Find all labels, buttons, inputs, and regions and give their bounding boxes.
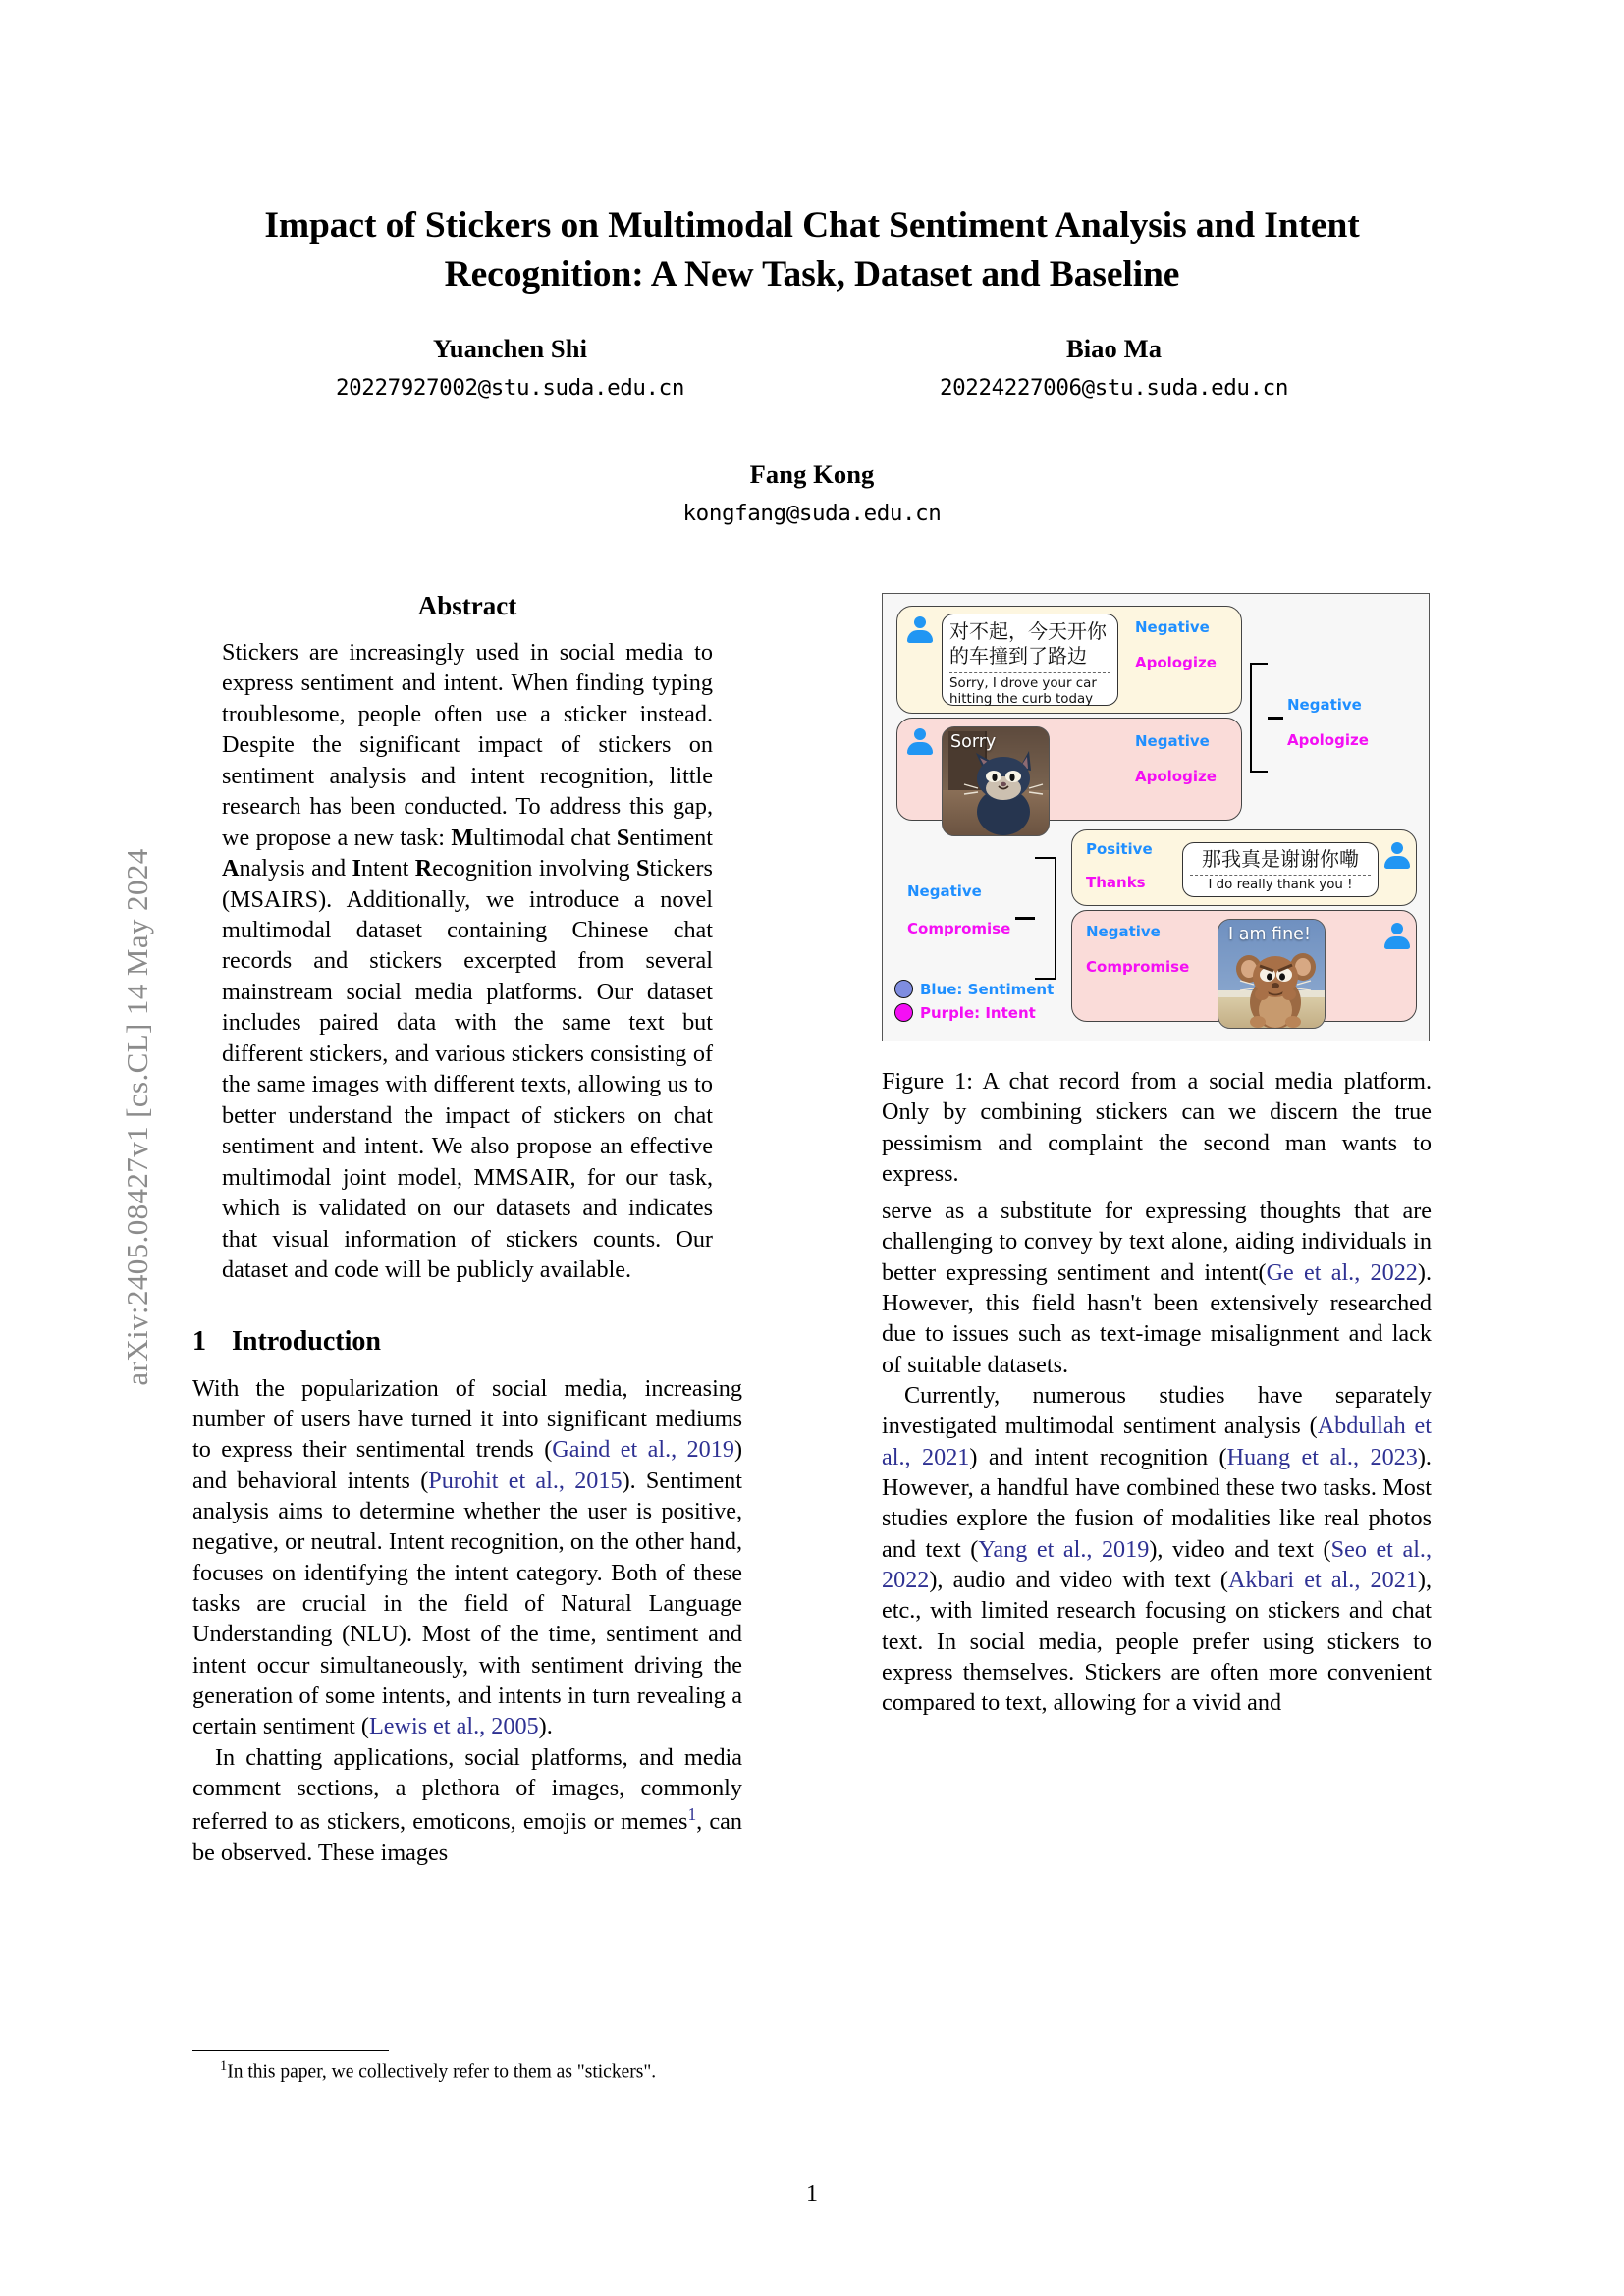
legend-dot-blue-icon [894, 980, 913, 998]
abstract-text-2: Additionally, we introduce a novel multimodal dataset containing Chinese chat records and stickers excerpted from several mainstream social media platforms. Our dataset includes paired data with the same text but different stickers, and various stickers consisting of the same images with different texts, allowing us to better understand the impact of stickers on chat sentiment and intent. We also propose an effective multimodal joint model, MMSAIR, for our task, which is validated on our datasets and indicates that visual information of stickers counts. Our dataset and code will be publicly available. [222, 885, 714, 1284]
message-text-en-line1: I do really thank you ! [1208, 877, 1353, 892]
acronym-letter-r: R [414, 855, 433, 882]
figure-legend [894, 980, 1054, 1027]
acronym-letter-i: I [352, 855, 361, 882]
citation-seo-2022[interactable]: Seo et al., 2022 [882, 1535, 1433, 1593]
abstract-task-4: ntent [360, 855, 415, 882]
intro-text: ), video and text ( [1149, 1535, 1331, 1563]
group-bracket-2 [1035, 857, 1056, 980]
avatar [1384, 842, 1410, 869]
message-text-en-line1: Sorry, I drove your car [949, 675, 1097, 691]
label-sentiment-msg4: Negative [1086, 923, 1161, 940]
avatar [907, 616, 933, 643]
author-email[interactable]: kongfang@suda.edu.cn [682, 501, 942, 526]
blue-cat-sad-sticker[interactable] [942, 726, 1050, 836]
page-number: 1 [806, 2181, 818, 2207]
author-email[interactable]: 20227927002@stu.suda.edu.cn [336, 375, 684, 400]
legend-label-intent: Purple: Intent [920, 1003, 1036, 1022]
citation-abdullah-2021[interactable]: Abdullah et al., 2021 [882, 1413, 1432, 1470]
chat-bubble-text-right [1071, 829, 1417, 906]
section-title: Introduction [232, 1326, 381, 1358]
abstract-task-2: entiment [629, 824, 713, 851]
abstract-task-5: ecognition involving [432, 855, 637, 882]
intro-paragraph-1 [192, 1373, 742, 1742]
citation-gaind-2019[interactable]: Gaind et al., 2019 [552, 1436, 734, 1464]
acronym-letter-s2: S [636, 855, 650, 882]
author-block [208, 334, 1416, 400]
abstract-body [222, 637, 713, 1286]
label-intent-msg4: Compromise [1086, 958, 1190, 976]
intro-text: serve as a substitute for expressing thoughts that are challenging to convey by text alone, aiding individuals in better expressing sentiment and intent( [882, 1198, 1432, 1286]
author-name: Biao Ma [1065, 334, 1163, 363]
footnote-marker: 1 [220, 2058, 228, 2074]
label-sentiment-msg2: Negative [1135, 732, 1210, 750]
author-2 [812, 334, 1416, 400]
sticker-caption: I am fine! [1228, 925, 1311, 944]
chat-bubble-text-left [896, 606, 1242, 714]
author-3 [208, 459, 1416, 526]
message-card-3 [1182, 842, 1379, 897]
citation-yang-2019[interactable]: Yang et al., 2019 [978, 1535, 1150, 1563]
label-sentiment-msg1: Negative [1135, 618, 1210, 636]
legend-label-sentiment: Blue: Sentiment [920, 980, 1055, 998]
citation-purohit-2015[interactable]: Purohit et al., 2015 [428, 1467, 623, 1494]
footnote-area [192, 2050, 742, 2085]
sticker-caption: Sorry [950, 732, 997, 752]
page-title [208, 201, 1416, 298]
group-label-intent-1: Apologize [1287, 731, 1369, 749]
footnote-text: In this paper, we collectively refer to them as "stickers". [227, 2061, 657, 2083]
figure-caption: Figure 1: A chat record from a social media platform. Only by combining stickers can we discern the true pessimism and complaint the second man wants to express. [882, 1068, 1432, 1188]
acronym-letter-m: M [451, 824, 474, 851]
abstract-heading: Abstract [417, 591, 517, 620]
intro-text: ) and intent recognition ( [969, 1443, 1227, 1470]
intro-text: With the popularization of social media, increasing number of users have turned it into significant mediums to express their sentimental trends ( [192, 1374, 742, 1464]
footnote-1 [192, 2057, 742, 2085]
message-text-en-line2: hitting the curb today [949, 691, 1094, 707]
intro-text: ). However, this field hasn't been extensively researched due to issues such as text-image misalignment and lack of suitable datasets. [882, 1258, 1432, 1378]
citation-akbari-2021[interactable]: Akbari et al., 2021 [1227, 1566, 1418, 1593]
avatar [1384, 923, 1410, 949]
right-paragraph-2 [882, 1380, 1432, 1719]
left-column [192, 589, 742, 1868]
group-bracket-1 [1250, 663, 1268, 773]
citation-huang-2023[interactable]: Huang et al., 2023 [1226, 1443, 1418, 1470]
legend-dot-purple-icon [894, 1003, 913, 1022]
abstract-task-3: nalysis and [239, 855, 352, 882]
message-text-zh: 对不起，今天开你的车撞到了路边 [949, 619, 1107, 667]
legend-item-sentiment [894, 980, 1054, 998]
arxiv-stamp: arXiv:2405.08427v1 [cs.CL] 14 May 2024 [120, 848, 154, 1386]
chat-bubble-sticker-right [1071, 910, 1417, 1022]
brown-mouse-angry-sticker[interactable] [1218, 919, 1326, 1029]
acronym-letter-s: S [616, 824, 630, 851]
citation-lewis-2005[interactable]: Lewis et al., 2005 [369, 1713, 539, 1740]
intro-text: ), audio and video with text ( [929, 1566, 1228, 1593]
message-divider [1190, 875, 1371, 876]
intro-text: ). However, a handful have combined these two tasks. Most studies explore the fusion of modalities like real photos and text ( [882, 1443, 1432, 1563]
title-line-1: Impact of Stickers on Multimodal Chat Sentiment Analysis and Intent [264, 205, 1360, 245]
message-card-1 [942, 614, 1118, 706]
citation-ge-2022[interactable]: Ge et al., 2022 [1266, 1258, 1418, 1286]
author-email[interactable]: 20224227006@stu.suda.edu.cn [940, 375, 1288, 400]
group-bracket-1-stem [1268, 717, 1283, 720]
intro-paragraph-2 [192, 1742, 742, 1868]
intro-text: , can be observed. These images [192, 1808, 742, 1866]
author-name: Fang Kong [749, 459, 875, 489]
section-heading-introduction [192, 1324, 742, 1360]
intro-text: ). Sentiment analysis aims to determine whether the user is positive, negative, or neutral. Intent recognition, on the other hand, focuses on identifying the intent category. Both of these tasks are crucial in the field of Natural Language Understanding (NLU). Most of the time, sentiment and intent occur simultaneously, with sentiment driving the generation of some intents, and intents in turn revealing a certain sentiment ( [192, 1467, 742, 1740]
author-1 [208, 334, 812, 400]
right-column [882, 1196, 1432, 1719]
intro-text: In chatting applications, social platforms, and media comment sections, a plethora of images, commonly referred to as stickers, emoticons, emojis or memes [192, 1743, 742, 1836]
abstract-task-1: ultimodal chat [473, 824, 617, 851]
label-sentiment-msg3: Positive [1086, 840, 1153, 858]
message-divider [949, 672, 1110, 673]
intro-text: ) and behavioral intents ( [192, 1436, 742, 1494]
group-label-intent-2: Compromise [907, 920, 1011, 937]
group-label-sentiment-1: Negative [1287, 696, 1362, 714]
intro-text: Currently, numerous studies have separately investigated multimodal sentiment analysis ( [882, 1381, 1432, 1440]
avatar [907, 728, 933, 755]
author-name: Yuanchen Shi [432, 334, 588, 363]
group-bracket-2-stem [1015, 917, 1035, 920]
figure-1 [882, 593, 1430, 1041]
intro-text: ). [538, 1713, 553, 1740]
label-intent-msg1: Apologize [1135, 654, 1217, 671]
legend-item-intent [894, 1003, 1054, 1022]
abstract-task-6: tickers (MSAIRS). [222, 855, 713, 913]
footnote-reference-1[interactable]: 1 [687, 1804, 697, 1825]
label-intent-msg3: Thanks [1086, 874, 1146, 891]
abstract-text-1: Stickers are increasingly used in social media to express sentiment and intent. When finding typing troublesome, people often use a sticker instead. Despite the significant impact of stickers on sentiment analysis and intent recognition, little research has been conducted. To address this gap, we propose a new task: [222, 638, 713, 851]
acronym-letter-a: A [222, 855, 240, 882]
message-text-zh: 那我真是谢谢你嘞 [1202, 847, 1359, 871]
chat-bubble-sticker-left [896, 718, 1242, 821]
section-number: 1 [192, 1326, 206, 1358]
label-intent-msg2: Apologize [1135, 768, 1217, 785]
right-paragraph-1 [882, 1196, 1432, 1380]
title-line-2: Recognition: A New Task, Dataset and Baseline [444, 253, 1180, 294]
group-label-sentiment-2: Negative [907, 882, 982, 900]
footnote-rule [192, 2050, 389, 2051]
intro-text: ), etc., with limited research focusing on stickers and chat text. In social media, people prefer using stickers to express themselves. Stickers are often more convenient compared to text, allowing for a vivid and [882, 1566, 1433, 1717]
